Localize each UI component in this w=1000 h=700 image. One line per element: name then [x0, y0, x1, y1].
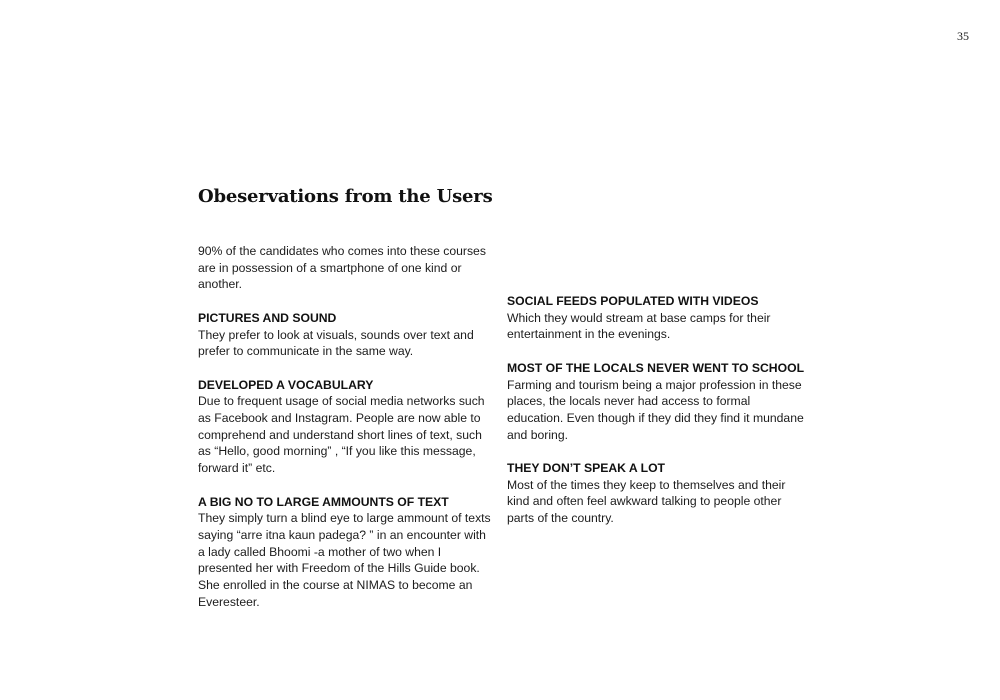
section-heading: SOCIAL FEEDS POPULATED WITH VIDEOS: [507, 294, 759, 308]
section-heading: DEVELOPED A VOCABULARY: [198, 377, 374, 392]
intro-paragraph: 90% of the candidates who comes into these courses are in possession of a smartphone of one kind or another.: [198, 244, 486, 292]
section-body: Most of the times they keep to themselves and their kind and often feel awkward talking to people other parts of the country.: [507, 477, 786, 526]
section-social-feeds: [507, 293, 807, 343]
section-developed-vocabulary: [198, 377, 494, 477]
section-body: They simply turn a blind eye to large ammount of texts saying “arre itna kaun padega? ” in an encounter with a lady called Bhoomi -a mother of two when I presented her with Freedom of the Hills Guide book. She enrolled in the course at NIMAS to become an Everesteer.: [198, 511, 491, 609]
left-column: [198, 243, 494, 627]
right-column: [507, 293, 807, 544]
section-locals-school: [507, 360, 807, 444]
section-pictures-and-sound: [198, 310, 494, 360]
section-no-large-text: [198, 494, 494, 611]
section-heading: A BIG NO TO LARGE AMMOUNTS OF TEXT: [198, 494, 449, 509]
section-heading: MOST OF THE LOCALS NEVER WENT TO SCHOOL: [507, 360, 805, 375]
section-body: Which they would stream at base camps for their entertainment in the evenings.: [507, 310, 771, 342]
section-body: Due to frequent usage of social media networks such as Facebook and Instagram. People are now able to comprehend and understand short lines of text, such as “Hello, good morning” , “If you like this message, forward it” etc.: [198, 394, 485, 476]
page-number: 35: [957, 29, 969, 43]
section-heading: THEY DON’T SPEAK A LOT: [507, 461, 665, 475]
section-body: Farming and tourism being a major profession in these places, the locals never had access to formal education. Even though if they did they find it mundane and boring.: [507, 377, 804, 442]
section-dont-speak: [507, 460, 807, 527]
section-heading: PICTURES AND SOUND: [198, 310, 337, 325]
section-body: They prefer to look at visuals, sounds over text and prefer to communicate in the same way.: [198, 327, 474, 359]
page-title: Obeservations from the Users: [198, 186, 493, 207]
